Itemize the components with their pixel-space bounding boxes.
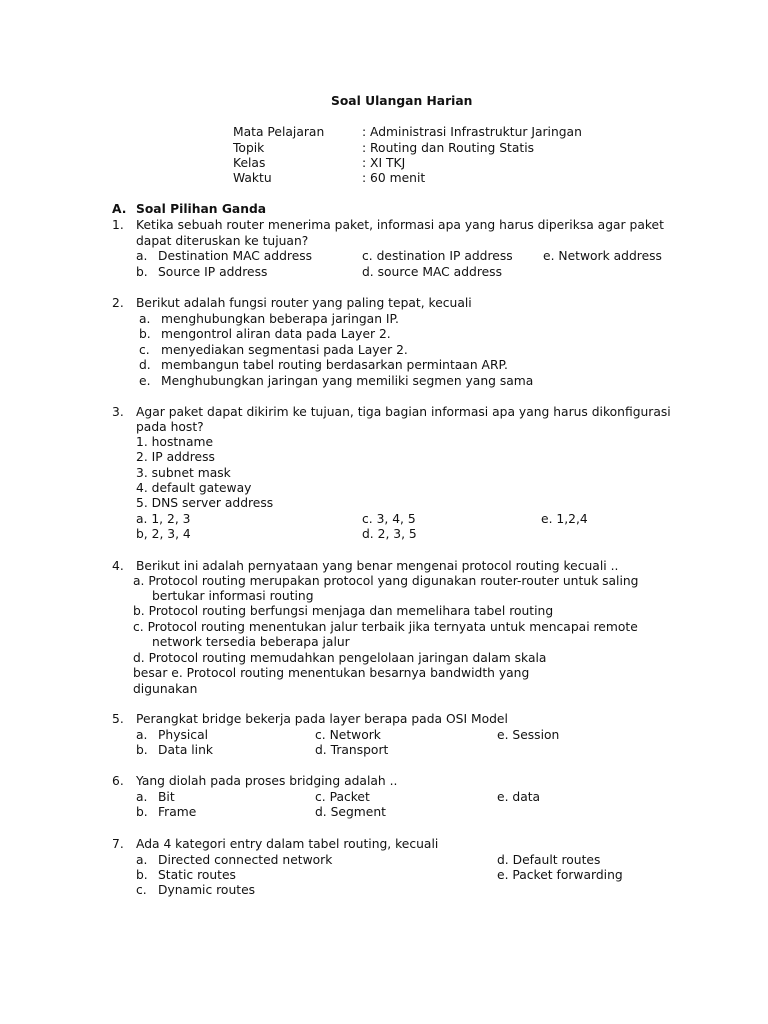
option-key: c. xyxy=(139,343,150,357)
option-a: Bit xyxy=(158,790,175,804)
option-key: b. xyxy=(136,805,148,819)
option-c: Dynamic routes xyxy=(158,883,256,897)
question-text: Berikut ini adalah pernyataan yang benar mengenai protocol routing kecuali .. xyxy=(136,559,619,573)
option-key: a. xyxy=(136,249,148,263)
option-key: a. xyxy=(136,853,148,867)
info-label-mapel: Mata Pelajaran xyxy=(233,125,325,139)
option-a: Destination MAC address xyxy=(158,249,313,263)
option-d: d. 2, 3, 5 xyxy=(362,527,417,541)
info-value-waktu: : 60 menit xyxy=(362,171,426,185)
option-key: b. xyxy=(139,327,151,341)
option-c: c. Protocol routing menentukan jalur terbaik jika ternyata untuk mencapai remote xyxy=(133,620,638,634)
option-a: a. 1, 2, 3 xyxy=(136,512,191,526)
option-b: mengontrol aliran data pada Layer 2. xyxy=(161,327,391,341)
option-b: b, 2, 3, 4 xyxy=(136,527,191,541)
question-number: 1. xyxy=(112,218,124,232)
option-c: c. Packet xyxy=(315,790,370,804)
section-title: Soal Pilihan Ganda xyxy=(136,202,267,216)
option-a: menghubungkan beberapa jaringan IP. xyxy=(161,312,399,326)
option-b: b. Protocol routing berfungsi menjaga dan memelihara tabel routing xyxy=(133,604,554,618)
list-item: 4. default gateway xyxy=(136,481,252,495)
option-e: e. 1,2,4 xyxy=(541,512,588,526)
option-key: d. xyxy=(139,358,151,372)
option-key: a. xyxy=(136,728,148,742)
option-b: Static routes xyxy=(158,868,236,882)
option-d-continued: besar e. Protocol routing menentukan besarnya bandwidth yang xyxy=(133,666,530,680)
info-value-mapel: : Administrasi Infrastruktur Jaringan xyxy=(362,125,582,139)
option-e: Menghubungkan jaringan yang memiliki segmen yang sama xyxy=(161,374,534,388)
option-key: b. xyxy=(136,743,148,757)
question-number: 2. xyxy=(112,296,124,310)
question-text: Ada 4 kategori entry dalam tabel routing, kecuali xyxy=(136,837,439,851)
info-label-topik: Topik xyxy=(233,141,265,155)
option-b: Data link xyxy=(158,743,214,757)
question-text: Agar paket dapat dikirim ke tujuan, tiga bagian informasi apa yang harus dikonfigurasi xyxy=(136,405,671,419)
option-d: d. Transport xyxy=(315,743,389,757)
question-text: dapat diteruskan ke tujuan? xyxy=(136,234,309,248)
option-c: menyediakan segmentasi pada Layer 2. xyxy=(161,343,408,357)
option-d: d. Segment xyxy=(315,805,386,819)
option-c: c. Network xyxy=(315,728,381,742)
option-d: membangun tabel routing berdasarkan permintaan ARP. xyxy=(161,358,508,372)
option-key: b. xyxy=(136,265,148,279)
question-text: Berikut adalah fungsi router yang paling tepat, kecuali xyxy=(136,296,472,310)
list-item: 3. subnet mask xyxy=(136,466,231,480)
option-d: d. Protocol routing memudahkan pengelolaan jaringan dalam skala xyxy=(133,651,547,665)
list-item: 1. hostname xyxy=(136,435,214,449)
option-b: Source IP address xyxy=(158,265,268,279)
page-title: Soal Ulangan Harian xyxy=(331,94,473,108)
section-letter: A. xyxy=(112,202,127,216)
option-key: b. xyxy=(136,868,148,882)
info-value-topik: : Routing dan Routing Statis xyxy=(362,141,535,155)
info-label-waktu: Waktu xyxy=(233,171,272,185)
option-d-continued: digunakan xyxy=(133,682,198,696)
question-number: 5. xyxy=(112,712,124,726)
list-item: 5. DNS server address xyxy=(136,496,274,510)
option-a-continued: bertukar informasi routing xyxy=(152,589,314,603)
option-b: Frame xyxy=(158,805,197,819)
option-a: Physical xyxy=(158,728,209,742)
option-c: c. destination IP address xyxy=(362,249,513,263)
question-number: 4. xyxy=(112,559,124,573)
option-key: a. xyxy=(139,312,151,326)
info-value-kelas: : XI TKJ xyxy=(362,156,406,170)
question-number: 7. xyxy=(112,837,124,851)
option-a: Directed connected network xyxy=(158,853,333,867)
option-d: d. source MAC address xyxy=(362,265,502,279)
option-e: e. data xyxy=(497,790,541,804)
question-text: Ketika sebuah router menerima paket, informasi apa yang harus diperiksa agar paket xyxy=(136,218,664,232)
question-text: pada host? xyxy=(136,420,204,434)
option-key: e. xyxy=(139,374,151,388)
option-e: e. Network address xyxy=(543,249,662,263)
question-text: Yang diolah pada proses bridging adalah .. xyxy=(136,774,398,788)
question-text: Perangkat bridge bekerja pada layer berapa pada OSI Model xyxy=(136,712,508,726)
option-e: e. Session xyxy=(497,728,560,742)
option-e: e. Packet forwarding xyxy=(497,868,623,882)
question-number: 3. xyxy=(112,405,124,419)
option-key: a. xyxy=(136,790,148,804)
info-label-kelas: Kelas xyxy=(233,156,266,170)
option-a: a. Protocol routing merupakan protocol yang digunakan router-router untuk saling xyxy=(133,574,639,588)
option-key: c. xyxy=(136,883,147,897)
question-number: 6. xyxy=(112,774,124,788)
option-c: c. 3, 4, 5 xyxy=(362,512,416,526)
list-item: 2. IP address xyxy=(136,450,215,464)
option-c-continued: network tersedia beberapa jalur xyxy=(152,635,350,649)
option-d: d. Default routes xyxy=(497,853,601,867)
